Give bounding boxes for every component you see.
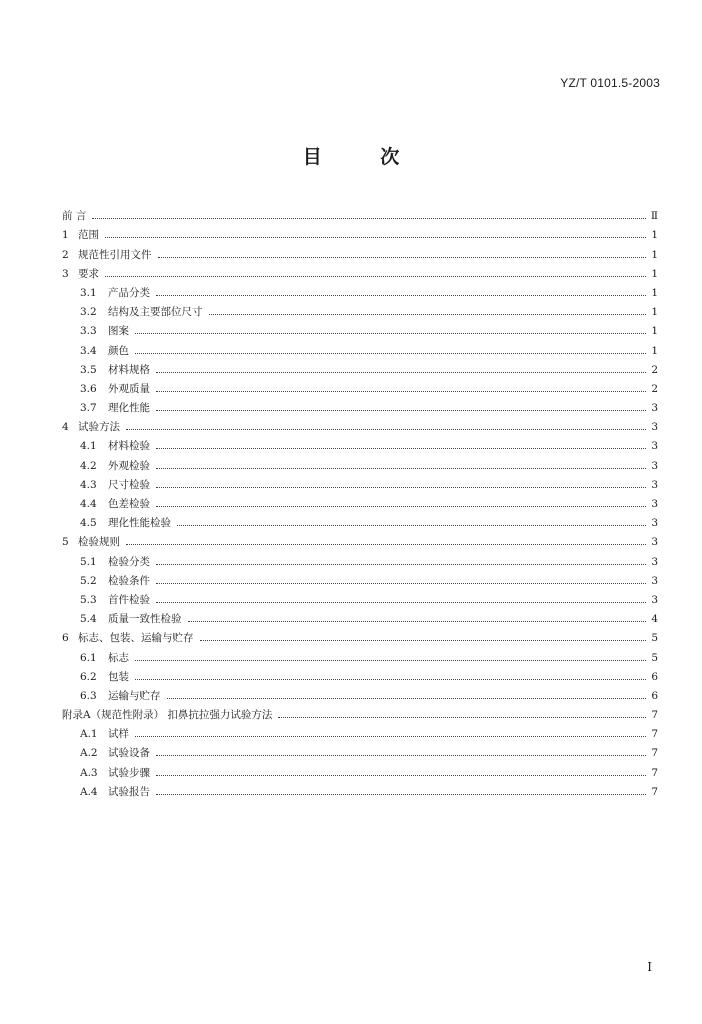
toc-entry-number: A.4 (80, 785, 98, 798)
dot-leader (156, 775, 646, 776)
dot-leader (105, 237, 646, 238)
standard-code: YZ/T 0101.5-2003 (560, 76, 660, 90)
toc-entry-number: 3.1 (80, 286, 97, 299)
toc-entry-label: 色差检验 (108, 498, 150, 510)
dot-leader (156, 602, 646, 603)
toc-entry (62, 721, 658, 740)
toc-entry-page: 7 (651, 709, 658, 722)
toc-entry-label: 包装 (108, 670, 129, 683)
toc-entry-label: 外观质量 (108, 382, 150, 395)
toc-entry-page: 1 (651, 248, 658, 261)
table-of-contents (62, 203, 658, 798)
dot-leader (156, 755, 646, 756)
dot-leader (135, 679, 646, 680)
toc-entry-label: 规范性引用文件 (78, 248, 152, 261)
toc-entry-page: 7 (651, 766, 658, 779)
dot-leader (177, 525, 646, 526)
toc-entry (62, 510, 658, 529)
toc-entry-page: 3 (651, 402, 658, 415)
toc-entry-page: 3 (651, 440, 658, 453)
toc-entry-label: 理化性能检验 (108, 517, 171, 530)
dot-leader (209, 314, 647, 315)
dot-leader (156, 564, 646, 565)
toc-entry-label: 要求 (78, 267, 99, 280)
toc-entry (62, 740, 658, 759)
toc-entry-page: 1 (651, 229, 658, 242)
toc-entry-page: 7 (651, 728, 658, 741)
dot-leader (135, 333, 646, 334)
dot-leader (156, 468, 646, 469)
dot-leader (156, 583, 646, 584)
toc-entry-page: 3 (651, 498, 658, 510)
toc-entry-number: 3.2 (80, 306, 97, 319)
toc-entry (62, 299, 658, 318)
dot-leader (156, 506, 646, 507)
toc-entry-label: 范围 (78, 229, 99, 242)
dot-leader (105, 276, 646, 277)
toc-entry-page: Ⅱ (650, 210, 658, 223)
dot-leader (126, 429, 646, 430)
toc-entry-number: 5.1 (80, 555, 97, 568)
toc-entry-number: 3.3 (80, 325, 97, 338)
toc-entry-number: 5.3 (80, 593, 97, 606)
toc-entry (62, 568, 658, 587)
toc-entry-label: 试验报告 (108, 785, 150, 798)
toc-entry-page: 5 (651, 651, 658, 664)
toc-entry-label: 产品分类 (108, 286, 150, 299)
toc-entry-page: 1 (651, 306, 658, 319)
dot-leader (156, 391, 646, 392)
dot-leader (278, 717, 646, 718)
toc-entry (62, 203, 658, 222)
toc-entry-number: A.2 (80, 747, 98, 760)
toc-entry-page: 3 (651, 421, 658, 434)
page-title: 目 次 (302, 146, 400, 168)
toc-entry-page: 2 (651, 382, 658, 395)
toc-entry-page: 1 (651, 267, 658, 280)
dot-leader (156, 794, 646, 795)
dot-leader (135, 736, 646, 737)
toc-entry (62, 491, 658, 510)
toc-entry (62, 644, 658, 663)
toc-entry (62, 280, 658, 299)
toc-entry-page: 3 (651, 459, 658, 472)
toc-entry (62, 395, 658, 414)
toc-entry-number: 5 (62, 536, 69, 549)
toc-entry-label: 理化性能 (108, 402, 150, 415)
toc-entry (62, 606, 658, 625)
toc-entry-label: 检验规则 (78, 536, 120, 549)
toc-entry-number: A.3 (80, 766, 98, 779)
toc-entry-number: 1 (62, 229, 69, 242)
toc-entry-page: 1 (651, 325, 658, 338)
dot-leader (200, 640, 647, 641)
toc-entry (62, 414, 658, 433)
toc-entry-label: 颜色 (108, 344, 129, 357)
dot-leader (126, 544, 646, 545)
toc-entry-number: 4.1 (80, 440, 97, 453)
dot-leader (92, 218, 646, 219)
toc-entry-page: 7 (651, 785, 658, 798)
toc-entry-number: 6.1 (80, 651, 97, 664)
toc-entry-number: 4 (62, 421, 69, 434)
toc-entry-number: 3.6 (80, 382, 97, 395)
toc-entry-page: 2 (651, 363, 658, 376)
toc-entry-number: 3 (62, 267, 69, 280)
toc-entry-number: 6 (62, 632, 69, 645)
toc-entry (62, 376, 658, 395)
dot-leader (135, 660, 646, 661)
toc-entry-page: 3 (651, 555, 658, 568)
dot-leader (156, 410, 646, 411)
dot-leader (156, 487, 646, 488)
toc-entry (62, 261, 658, 280)
toc-entry (62, 241, 658, 260)
toc-entry-label: 图案 (108, 325, 129, 338)
toc-entry-number: 4.3 (80, 478, 97, 491)
toc-entry (62, 452, 658, 471)
toc-entry (62, 548, 658, 567)
toc-entry-page: 3 (651, 517, 658, 530)
toc-entry (62, 529, 658, 548)
dot-leader (156, 448, 646, 449)
toc-entry-number: 4.5 (80, 517, 97, 530)
toc-entry-number: 5.2 (80, 574, 97, 587)
dot-leader (188, 621, 647, 622)
dot-leader (158, 257, 647, 258)
toc-entry-number: A.1 (80, 728, 98, 741)
toc-entry-label: 外观检验 (108, 459, 150, 472)
toc-entry-number: 3.4 (80, 344, 97, 357)
toc-entry-label: 试验方法 (78, 421, 120, 434)
toc-entry (62, 357, 658, 376)
toc-entry (62, 779, 658, 798)
toc-entry (62, 337, 658, 356)
toc-entry-label: 试样 (108, 728, 129, 741)
dot-leader (135, 353, 646, 354)
toc-entry-label: 检验条件 (108, 574, 150, 587)
toc-entry-page: 1 (651, 344, 658, 357)
toc-entry (62, 587, 658, 606)
toc-entry-page: 6 (651, 670, 658, 683)
toc-entry-number: 4.2 (80, 459, 97, 472)
toc-entry-label: 结构及主要部位尺寸 (108, 306, 203, 319)
toc-entry-label: 标志 (108, 651, 129, 664)
toc-entry-page: 7 (651, 747, 658, 760)
toc-entry (62, 625, 658, 644)
toc-entry-label: 材料规格 (108, 363, 150, 376)
toc-entry-page: 3 (651, 536, 658, 549)
toc-entry-label: 前 言 (62, 210, 87, 223)
toc-entry-label: 标志、包装、运输与贮存 (78, 632, 194, 645)
toc-entry-page: 3 (651, 574, 658, 587)
toc-entry (62, 222, 658, 241)
toc-entry-label: 检验分类 (108, 555, 150, 568)
toc-entry (62, 472, 658, 491)
toc-entry-number: 4.4 (80, 498, 97, 510)
toc-entry-label: 附录A（规范性附录） 扣鼻抗拉强力试验方法 (62, 709, 273, 722)
toc-entry-page: 3 (651, 478, 658, 491)
toc-entry (62, 759, 658, 778)
toc-entry (62, 433, 658, 452)
toc-entry-label: 试验步骤 (108, 766, 150, 779)
toc-entry-label: 材料检验 (108, 440, 150, 453)
page-number: I (647, 960, 652, 974)
toc-entry-label: 首件检验 (108, 593, 150, 606)
toc-entry-page: 6 (651, 689, 658, 702)
dot-leader (167, 698, 647, 699)
toc-entry-label: 试验设备 (108, 747, 150, 760)
toc-entry-number: 3.5 (80, 363, 97, 376)
toc-entry (62, 318, 658, 337)
toc-entry-label: 质量一致性检验 (108, 613, 182, 626)
toc-entry (62, 702, 658, 721)
toc-entry-number: 5.4 (80, 613, 97, 626)
toc-entry-number: 6.2 (80, 670, 97, 683)
toc-entry-page: 3 (651, 593, 658, 606)
toc-entry-page: 5 (651, 632, 658, 645)
toc-entry-label: 运输与贮存 (108, 689, 161, 702)
toc-entry (62, 664, 658, 683)
toc-entry-page: 4 (651, 613, 658, 626)
toc-entry-page: 1 (651, 286, 658, 299)
toc-entry-number: 6.3 (80, 689, 97, 702)
dot-leader (156, 372, 646, 373)
toc-entry-number: 2 (62, 248, 69, 261)
dot-leader (156, 295, 646, 296)
toc-entry (62, 683, 658, 702)
toc-entry-number: 3.7 (80, 402, 97, 415)
toc-entry-label: 尺寸检验 (108, 478, 150, 491)
